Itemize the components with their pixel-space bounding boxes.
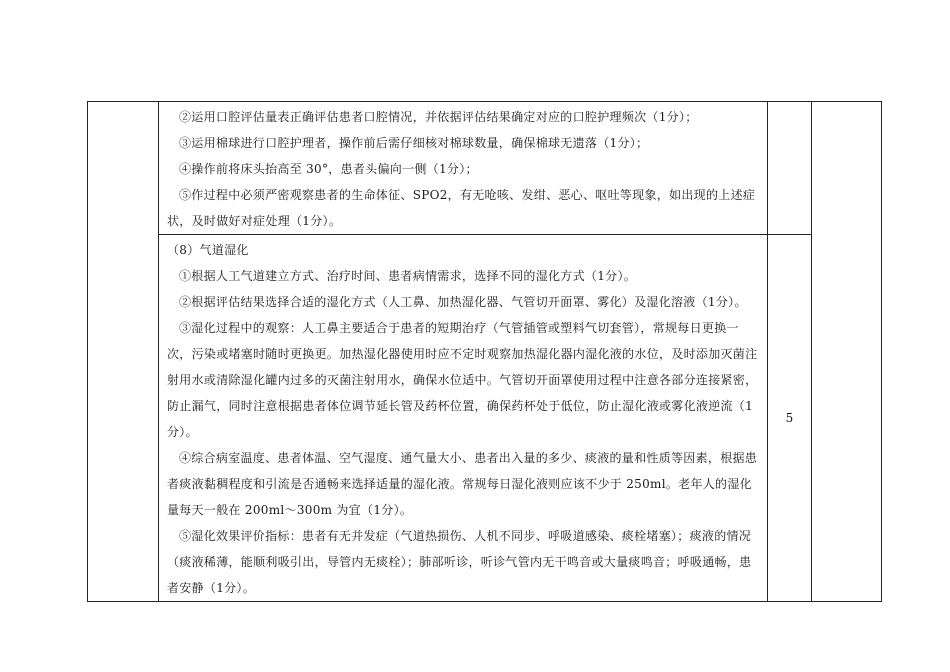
paragraph: ③运用棉球进行口腔护理者，操作前后需仔细核对棉球数量，确保棉球无遗落（1分）； [179,136,649,150]
score-cell: 5 [768,235,812,602]
paragraph: ①根据人工气道建立方式、治疗时间、患者病情需求，选择不同的湿化方式（1分）。 [179,269,637,283]
section-heading: （8）气道湿化 [167,243,249,257]
category-cell [88,102,159,602]
table-row [88,235,882,602]
score-cell [768,102,812,235]
remarks-cell [812,102,882,602]
paragraph: ②运用口腔评估量表正确评估患者口腔情况，并依据评估结果确定对应的口腔护理频次（1分）； [179,110,698,124]
paragraph: ④综合病室温度、患者体温、空气湿度、通气量大小、患者出入量的多少、痰液的量和性质等因素，根据患者痰液黏稠程度和引流是否通畅来选择适量的湿化液。常规每日湿化液则应该不少于 250ml。老年人的湿化量每天一般在 200ml～300m 为宜（1分）。 [167,451,758,517]
paragraph: ⑤湿化效果评价指标：患者有无并发症（气道热损伤、人机不同步、呼吸道感染、痰栓堵塞）；痰液的情况（痰液稀薄，能顺利吸引出，导管内无痰栓）；肺部听诊，听诊气管内无干鸣音或大量痰鸣音；呼吸通畅，患者安静（1分）。 [167,529,752,595]
content-cell-oral-care [159,102,768,235]
content-table [87,101,882,602]
paragraph: ⑤作过程中必须严密观察患者的生命体征、SPO2，有无呛咳、发绀、恶心、呕吐等现象，如出现的上述症状，及时做好对症处理（1分）。 [167,188,756,228]
paragraph: ④操作前将床头抬高至 30°，患者头偏向一侧（1分）； [179,162,478,176]
paragraph: ③湿化过程中的观察：人工鼻主要适合于患者的短期治疗（气管插管或塑料气切套管），常规每日更换一次，污染或堵塞时随时更换更。加热湿化器使用时应不定时观察加热湿化器内湿化液的水位，及时添加灭菌注射用水或清除湿化罐内过多的灭菌注射用水，确保水位适中。气管切开面罩使用过程中注意各部分连接紧密，防止漏气，同时注意根据患者体位调节延长管及药杯位置，确保药杯处于低位，防止湿化液或雾化液逆流（1分）。 [167,321,758,439]
paragraph: ②根据评估结果选择合适的湿化方式（人工鼻、加热湿化器、气管切开面罩、雾化）及湿化溶液（1分）。 [179,295,747,309]
table-row [88,102,882,235]
content-cell-airway-humidification [159,235,768,602]
